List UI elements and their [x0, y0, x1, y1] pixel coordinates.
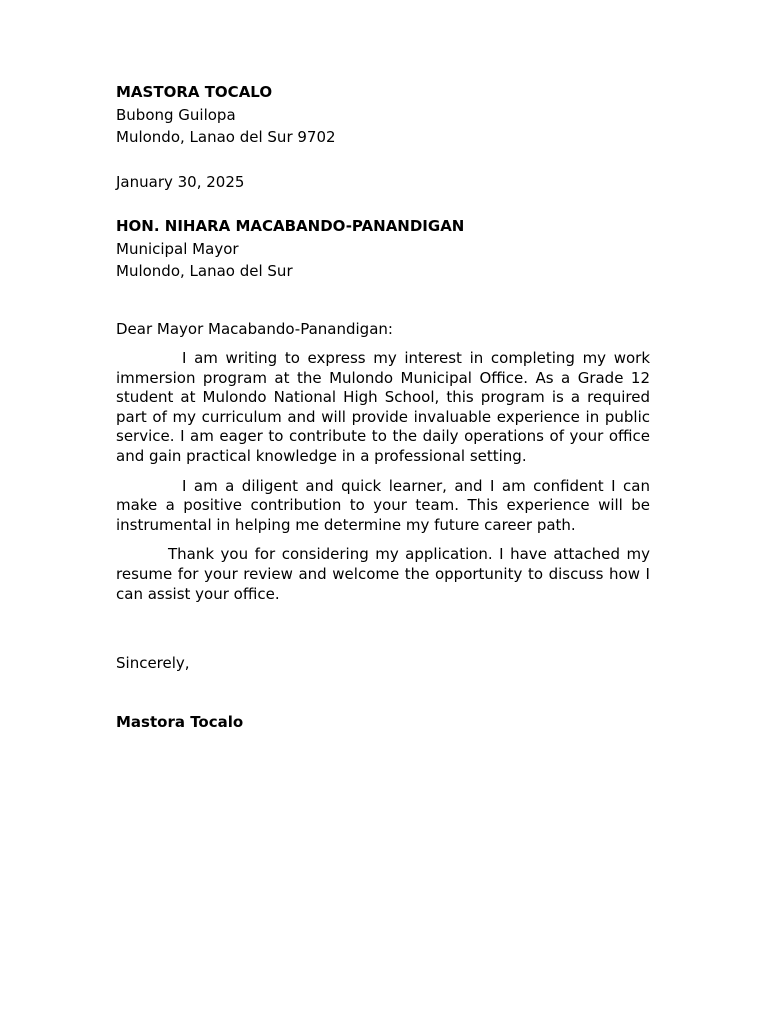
recipient-name: HON. NIHARA MACABANDO-PANANDIGAN — [116, 217, 465, 235]
letter-page — [116, 81, 650, 733]
recipient-block — [116, 215, 650, 283]
letter-body — [116, 349, 650, 604]
sender-address-line1: Bubong Guilopa — [116, 105, 236, 124]
sender-name: MASTORA TOCALO — [116, 83, 273, 101]
recipient-location: Mulondo, Lanao del Sur — [116, 262, 293, 280]
closing: Sincerely, — [116, 654, 190, 673]
signature-name: Mastora Tocalo — [116, 712, 244, 731]
recipient-title: Municipal Mayor — [116, 239, 239, 258]
body-paragraph-1: I am writing to express my interest in completing my work immersion program at the Mulondo Municipal Office. As a Grade 12 student at Mulondo National High School, this program is a required part of my curriculum and will provide invaluable experience in public service. I am eager to contribute to the daily operations of your office and gain practical knowledge in a professional setting. — [116, 349, 650, 466]
letter-date: January 30, 2025 — [116, 172, 245, 191]
sender-block — [116, 81, 650, 149]
salutation: Dear Mayor Macabando-Panandigan: — [116, 319, 393, 338]
sender-address-line2: Mulondo, Lanao del Sur 9702 — [116, 128, 336, 146]
body-paragraph-3: Thank you for considering my application. I have attached my resume for your review and welcome the opportunity to discuss how I can assist your office. — [116, 545, 650, 603]
body-paragraph-2: I am a diligent and quick learner, and I am confident I can make a positive contribution to your team. This experience will be instrumental in helping me determine my future career path. — [116, 476, 650, 534]
